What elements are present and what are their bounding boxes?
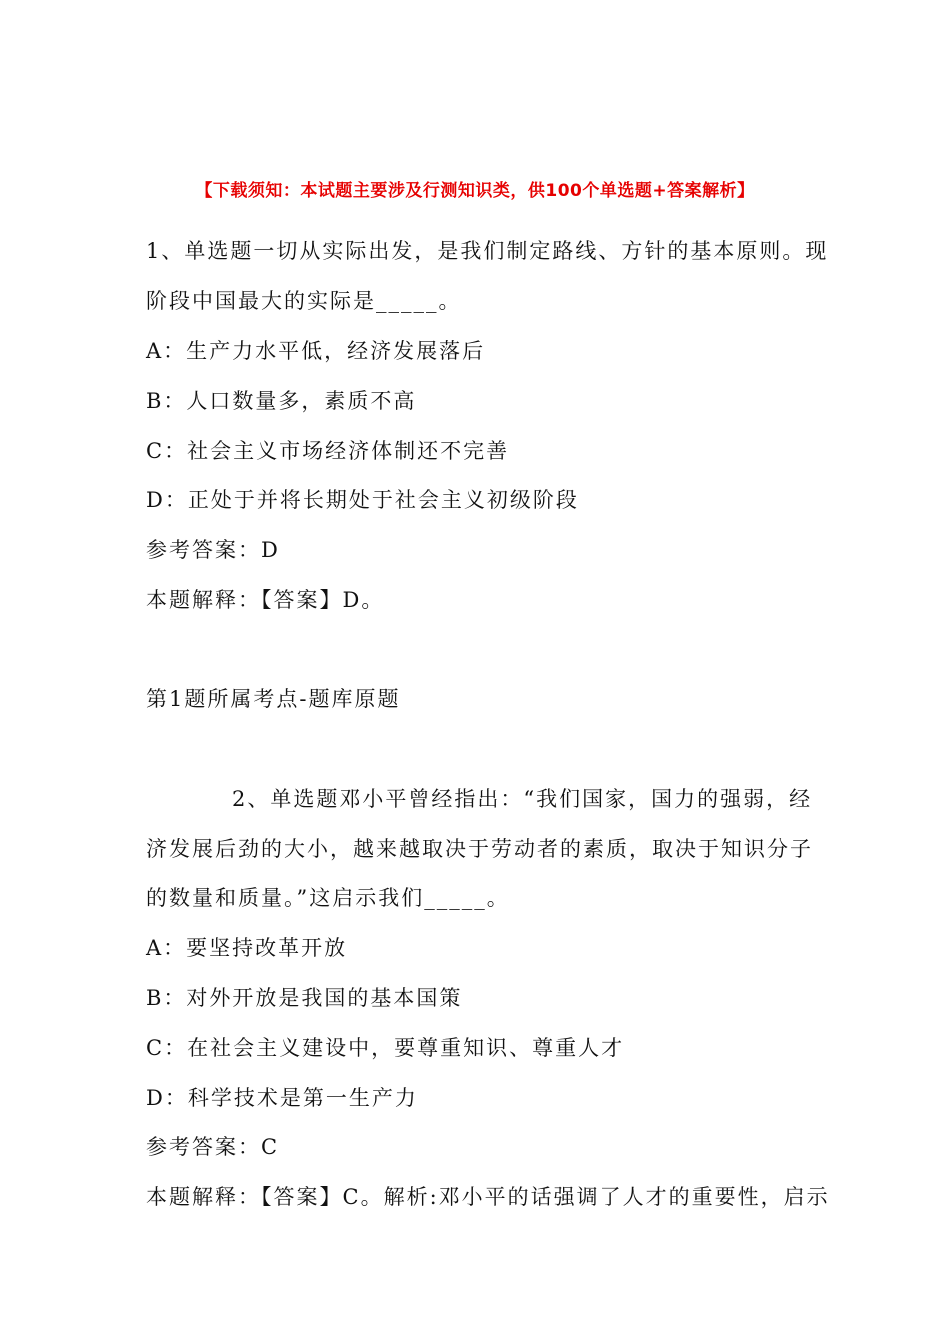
q2-stem-line3: 的数量和质量。”这启示我们_____。 (146, 886, 510, 910)
q1-option-d: D：正处于并将长期处于社会主义初级阶段 (146, 488, 579, 512)
download-notice: 【下载须知：本试题主要涉及行测知识类，供100个单选题+答案解析】 (195, 181, 755, 201)
q1-option-a: A：生产力水平低，经济发展落后 (146, 339, 486, 363)
q1-answer: 参考答案：D (146, 538, 280, 562)
q1-explanation: 本题解释：【答案】D。 (146, 588, 385, 612)
q1-knowledge-point: 第1题所属考点-题库原题 (146, 687, 401, 711)
q2-answer: 参考答案：C (146, 1135, 280, 1159)
q2-explanation: 本题解释：【答案】C。解析:邓小平的话强调了人才的重要性，启示 (146, 1185, 830, 1209)
q2-option-b: B：对外开放是我国的基本国策 (146, 986, 463, 1010)
q1-stem-line1: 1、单选题一切从实际出发，是我们制定路线、方针的基本原则。现 (146, 239, 829, 263)
q1-stem-line2: 阶段中国最大的实际是_____。 (146, 289, 462, 313)
q1-option-c: C：社会主义市场经济体制还不完善 (146, 439, 510, 463)
q2-stem-line1: 2、单选题邓小平曾经指出：“我们国家，国力的强弱，经 (232, 787, 813, 811)
q2-option-d: D：科学技术是第一生产力 (146, 1086, 418, 1110)
q2-stem-line2: 济发展后劲的大小，越来越取决于劳动者的素质，取决于知识分子 (146, 837, 813, 861)
q2-option-a: A：要坚持改革开放 (146, 936, 348, 960)
q2-option-c: C：在社会主义建设中，要尊重知识、尊重人才 (146, 1036, 625, 1060)
q1-option-b: B：人口数量多，素质不高 (146, 389, 417, 413)
